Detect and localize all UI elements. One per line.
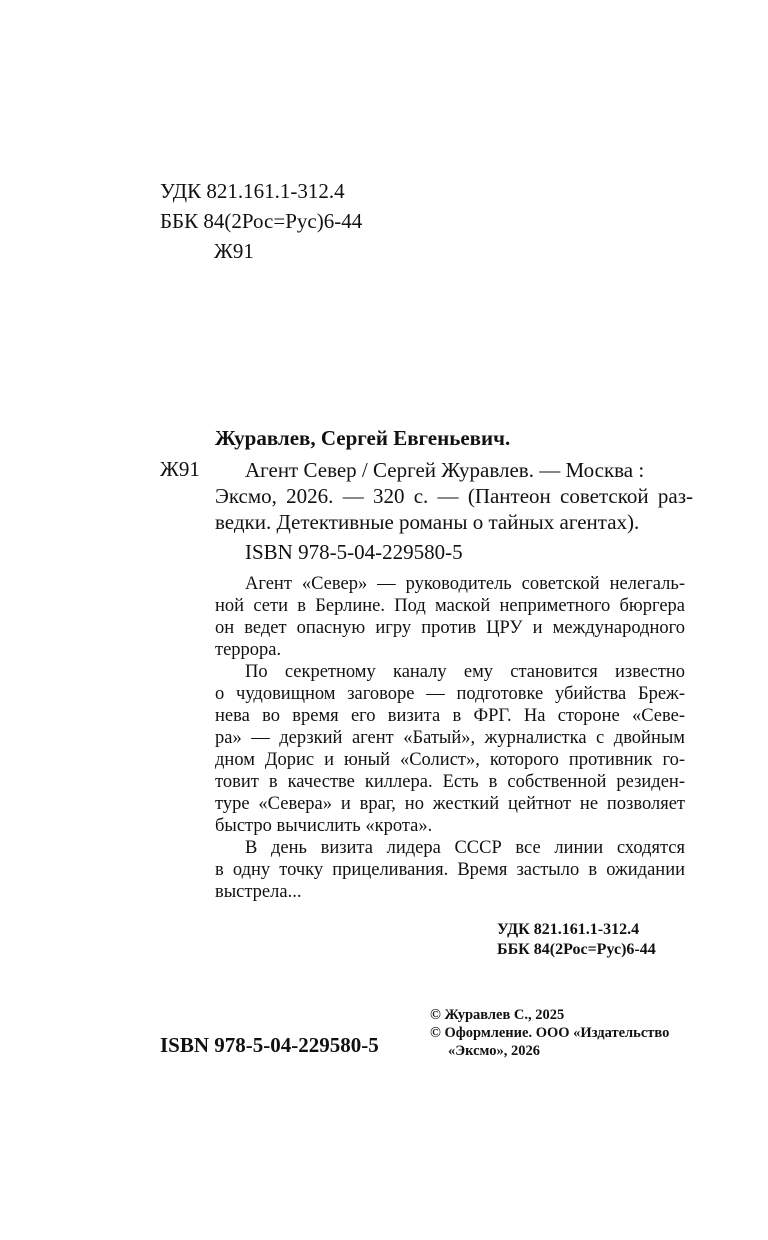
annotation-line: в одну точку прицеливания. Время застыло в ожидании — [215, 860, 685, 880]
bottom-codes — [497, 920, 656, 960]
author-mark: Ж91 — [214, 239, 254, 263]
copyright-design: © Оформление. ООО «Издательство — [430, 1025, 670, 1041]
annotation-line: он ведет опасную игру против ЦРУ и международного — [215, 618, 685, 638]
isbn-entry: ISBN 978-5-04-229580-5 — [245, 540, 463, 564]
udk-code: УДК 821.161.1-312.4 — [160, 179, 345, 203]
annotation-line: террора. — [215, 640, 282, 660]
annotation-line: выстрела... — [215, 882, 302, 902]
copyright-block — [430, 1006, 669, 1060]
annotation-line: По секретному каналу ему становится известно — [245, 662, 685, 682]
catalog-author-mark: Ж91 — [160, 457, 200, 481]
copyright-design-cont: «Эксмо», 2026 — [448, 1043, 540, 1059]
annotation-line: В день визита лидера СССР все линии сходятся — [245, 838, 685, 858]
annotation — [215, 573, 685, 903]
entry-line: Эксмо, 2026. — 320 с. — (Пантеон советской раз- — [215, 484, 693, 508]
annotation-line: туре «Севера» и враг, но жесткий цейтнот не позволяет — [215, 794, 685, 814]
annotation-line: ра» — дерзкий агент «Батый», журналистка с двойным — [215, 728, 685, 748]
annotation-line: товит в качестве киллера. Есть в собственной резиден- — [215, 772, 685, 792]
annotation-line: быстро вычислить «крота». — [215, 816, 433, 836]
bottom-udk-code: УДК 821.161.1-312.4 — [497, 921, 640, 938]
bibliographic-entry — [215, 457, 693, 535]
annotation-line: дном Дорис и юный «Солист», которого противник го- — [215, 750, 685, 770]
bbk-code: ББК 84(2Рос=Рус)6-44 — [160, 209, 363, 233]
entry-line: ведки. Детективные романы о тайных агентах). — [215, 510, 640, 534]
header-codes — [160, 176, 362, 266]
author-name: Журавлев, Сергей Евгеньевич. — [215, 426, 511, 450]
isbn-bottom: ISBN 978-5-04-229580-5 — [160, 1033, 379, 1057]
copyright-author: © Журавлев С., 2025 — [430, 1007, 565, 1023]
annotation-line: нева во время его визита в ФРГ. На стороне «Севе- — [215, 706, 685, 726]
annotation-line: о чудовищном заговоре — подготовке убийства Бреж- — [215, 684, 685, 704]
entry-line: Агент Север / Сергей Журавлев. — Москва : — [245, 458, 645, 482]
annotation-line: ной сети в Берлине. Под маской неприметного бюргера — [215, 596, 685, 616]
annotation-line: Агент «Север» — руководитель советской нелегаль- — [245, 574, 685, 594]
bottom-bbk-code: ББК 84(2Рос=Рус)6-44 — [497, 941, 656, 958]
